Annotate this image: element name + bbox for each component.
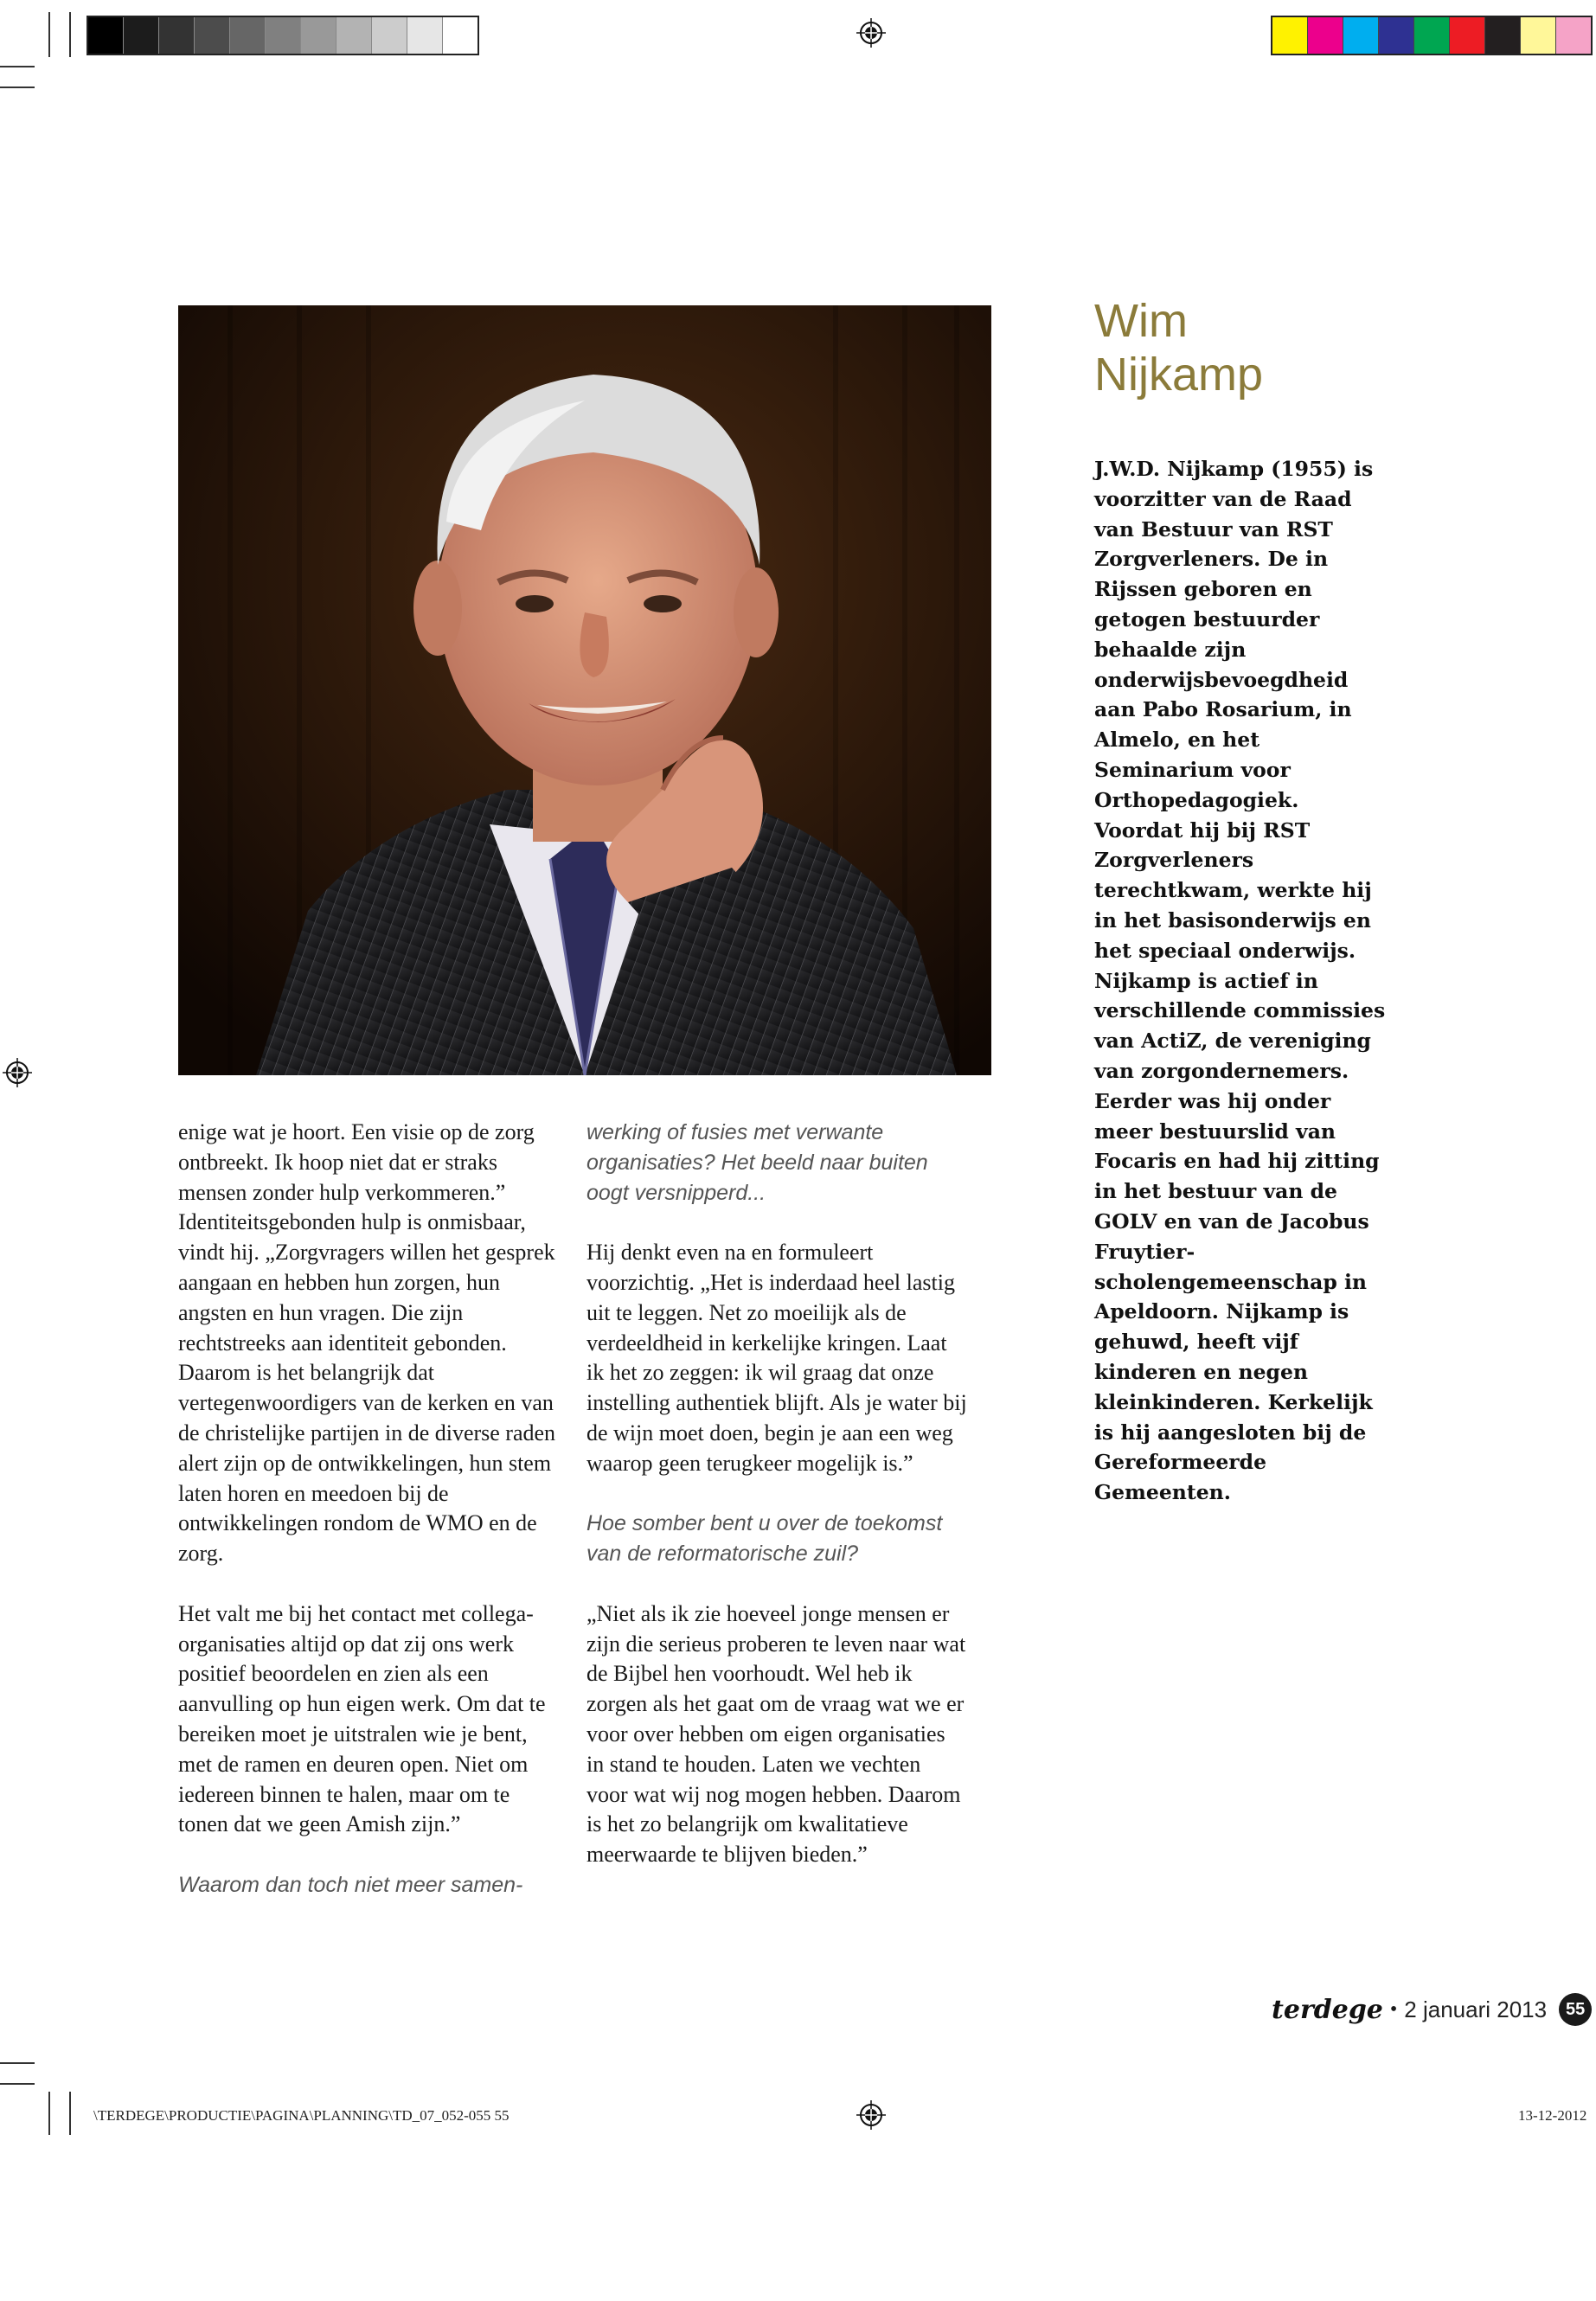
gray-swatch — [443, 17, 478, 54]
color-swatch — [1450, 17, 1485, 54]
print-slug: \TERDEGE\PRODUCTIE\PAGINA\PLANNING\TD_07_052-055 55 — [93, 2107, 510, 2124]
paragraph: Hij denkt even na en formuleert voorzichtig. „Het is inderdaad heel lastig uit te leggen. Net zo moeilijk als de verdeeldheid in kerkelijke kringen. Laat ik het zo zeggen: ik wil graag dat onze instelling authentiek blijft. Als je water bij de wijn moet doen, begin je aan een weg waarop geen terugkeer mogelijk is.” — [586, 1240, 967, 1476]
crop-mark — [48, 12, 50, 57]
print-date: 13-12-2012 — [1518, 2107, 1587, 2124]
interview-question: Waarom dan toch niet meer samen- — [178, 1872, 523, 1897]
gray-swatch — [407, 17, 443, 54]
sidebar-bio: J.W.D. Nijkamp (1955) is voorzitter van de Raad van Bestuur van RST Zorgverleners. De in Rijssen geboren en getogen bestuurder behaalde zijn onderwijsbevoegdheid aan Pabo Rosarium, in Almelo, en het Seminarium voor Orthopedagogiek. Voordat hij bij RST Zorgverleners terechtkwam, werkte hij in het basisonderwijs en het speciaal onderwijs. Nijkamp is actief in verschillende commissies van ActiZ, de vereniging van zorgondernemers. Eerder was hij onder meer bestuurslid van Focaris en had hij zitting in het bestuur van de GOLV en van de Jacobus Fruytier-scholengemeenschap in Apeldoorn. Nijkamp is gehuwd, heeft vijf kinderen en negen kleinkinderen. Kerkelijk is hij aangesloten bij de Gereformeerde Gemeenten. — [1094, 457, 1386, 1505]
gray-swatch — [372, 17, 407, 54]
gray-swatch — [266, 17, 301, 54]
page-footer — [1272, 1990, 1592, 2029]
issue-date: 2 januari 2013 — [1404, 1996, 1548, 2022]
crop-mark — [69, 2092, 71, 2135]
paragraph: Het valt me bij het contact met collega-organisaties altijd op dat zij ons werk positief beoordelen en zien als een aanvulling op hun eigen werk. Om dat te bereiken moet je uitstralen wie je bent, met de ramen en deuren open. Niet om iedereen binnen te halen, maar om te tonen dat we geen Amish zijn.” — [178, 1600, 546, 1837]
paragraph: Identiteitsgebonden hulp is onmisbaar, vindt hij. „Zorgvragers willen het gesprek aangaan en hebben hun zorgen, hun angsten en hun vragen. Die zijn rechtstreeks aan identiteit gebonden. Daarom is het belangrijk dat vertegenwoordigers van de kerken en van de christelijke partijen in de diverse raden alert zijn op de ontwikkelingen, hun stem laten horen en meedoen bij de ontwikkelingen rondom de WMO en de zorg. — [178, 1209, 556, 1567]
sidebar-title — [1094, 294, 1406, 401]
color-calibration-bar — [1271, 16, 1593, 55]
magazine-logo: terdege — [1272, 1994, 1383, 2025]
interview-question: Hoe somber bent u over de toekomst van de reformatorische zuil? — [586, 1511, 943, 1567]
gray-swatch — [124, 17, 159, 54]
color-swatch — [1343, 17, 1379, 54]
paragraph: enige wat je hoort. Een visie op de zorg ontbreekt. Ik hoop niet dat er straks mensen zonder hulp verkommeren.” — [178, 1119, 535, 1205]
color-swatch — [1521, 17, 1556, 54]
registration-mark-icon — [856, 2100, 886, 2130]
crop-mark — [0, 66, 35, 67]
registration-mark-icon — [3, 1058, 32, 1087]
page-number-badge: 55 — [1559, 1993, 1592, 2026]
sidebar-title-last-name: Nijkamp — [1094, 349, 1264, 401]
crop-mark — [0, 2062, 35, 2064]
crop-mark — [0, 87, 35, 88]
grayscale-calibration-bar — [87, 16, 479, 55]
gray-swatch — [195, 17, 230, 54]
interview-question: werking of fusies met verwante organisaties? Het beeld naar buiten oogt versnipperd... — [586, 1120, 928, 1205]
gray-swatch — [159, 17, 195, 54]
article-column-2 — [586, 1118, 967, 1870]
crop-mark — [48, 2092, 50, 2135]
gray-swatch — [88, 17, 124, 54]
gray-swatch — [230, 17, 266, 54]
color-swatch — [1414, 17, 1450, 54]
paragraph: „Niet als ik zie hoeveel jonge mensen er zijn die serieus proberen te leven naar wat de Bijbel hen voorhoudt. Wel heb ik zorgen als het gaat om de vraag wat we er voor over hebben om eigen organisaties in stand te houden. Laten we vechten voor wat wij nog mogen hebben. Daarom is het zo belangrijk om kwalitatieve meerwaarde te blijven bieden.” — [586, 1600, 966, 1868]
registration-mark-icon — [856, 18, 886, 48]
sidebar-title-first-name: Wim — [1094, 295, 1188, 347]
color-swatch — [1379, 17, 1414, 54]
color-swatch — [1272, 17, 1308, 54]
portrait-photo — [178, 305, 991, 1075]
portrait-illustration — [178, 305, 991, 1075]
gray-swatch — [337, 17, 372, 54]
crop-mark — [69, 12, 71, 57]
color-swatch — [1485, 17, 1521, 54]
article-column-1 — [178, 1118, 559, 1900]
separator: • — [1389, 1997, 1398, 2021]
color-swatch — [1556, 17, 1591, 54]
crop-mark — [0, 2083, 35, 2085]
gray-swatch — [301, 17, 337, 54]
color-swatch — [1308, 17, 1343, 54]
